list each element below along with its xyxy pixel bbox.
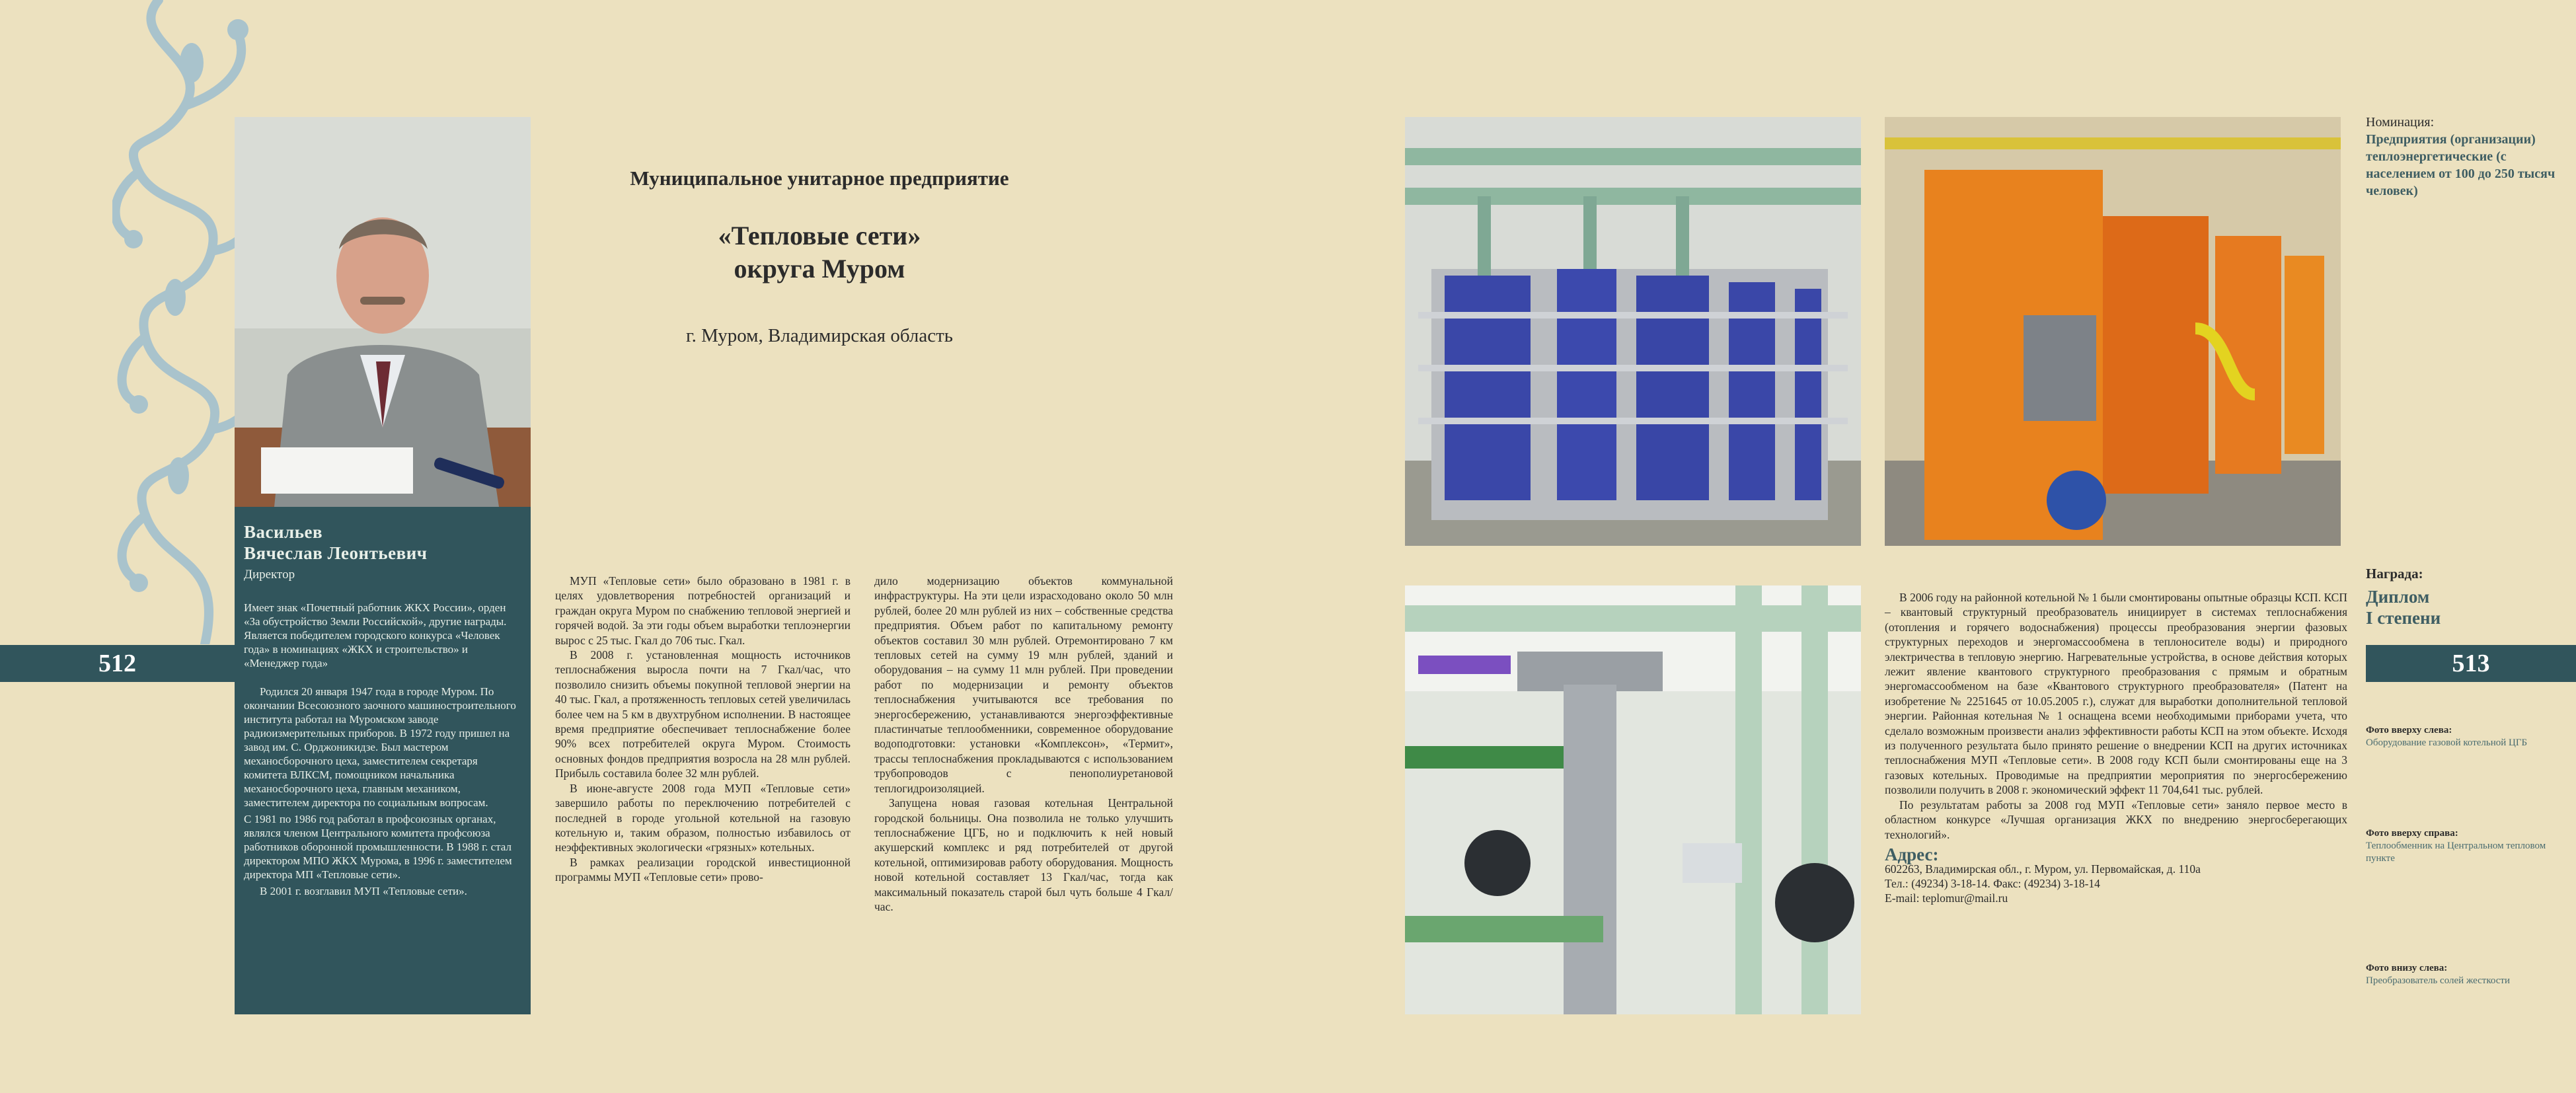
org-location: г. Муром, Владимирская область (686, 325, 953, 346)
article-paragraph: В 2006 году на районной котельной № 1 были смонтированы опытные образцы КСП. КСП – квантовый структурный преобразователь инициирует в системах теплоснабжения (отопления и горячего водоснабжения) процессы преобразования энергии фазовых структурных переходов и энергомассообмена в теплоносителе воды) и природного электричества в тепловую энергию. Нагревательные устройства, в основе действия которых лежит явление квантового структурного преобразования с прямым и обратным энергомассообменом на базе «Квантового структурного преобразователя» (Патент на изобретение № 2251645 от 10.05.2005 г.), служат для выработки дополнительной тепловой энергии. Районная котельная № 1 оснащена всеми необходимыми приборами учета, что сделало возможным произвести анализ эффективности работы КСП на этом объекте. Исходя из полученного результата было принято решение о внедрении КСП на других источниках теплоснабжения МУП «Тепловые сети». В 2008 году КСП были смонтированы еще на 3 газовых котельных. Проводимые на предприятии мероприятия по энергосбережению позволили получить в 2008 г. экономический эффект 11 704,641 тыс. рублей. (1885, 591, 2347, 797)
article-paragraph: По результатам работы за 2008 год МУП «Тепловые сети» заняло первое место в областном конкурсе «Лучшая организация ЖКХ по внедрению энергосберегающих технологий». (1885, 798, 2347, 841)
director-bio-paragraph: В 2001 г. возглавил МУП «Тепловые сети». (260, 885, 467, 897)
caption-text: Преобразователь солей жесткости (2366, 975, 2510, 986)
director-portrait (235, 117, 531, 507)
article-column-2 (874, 574, 1173, 914)
caption-text: Оборудование газовой котельной ЦГБ (2366, 737, 2528, 748)
photo-water-softener (1405, 585, 1861, 1014)
article-column-1 (555, 574, 851, 885)
org-type: Муниципальное унитарное предприятие (630, 167, 1009, 190)
address-line: 602263, Владимирская обл., г. Муром, ул. Первомайская, д. 110а (1885, 862, 2201, 876)
director-bio-paragraph: Родился 20 января 1947 года в городе Муром. По окончании Всесоюзного заочного машиностроительного института работал на Муромском заводе радиоизмерительных приборов. В 1972 году пришел на завод им. С. Орджоникидзе. Был мастером механосборочного цеха, заместителем секретаря комитета ВЛКСМ, помощником начальника механосборочного цеха, главным механиком, заместителем директора по социальным вопросам. (244, 685, 516, 809)
phone-line: Тел.: (49234) 3-18-14. Факс: (49234) 3-18-14 (1885, 877, 2100, 891)
nomination-value: Предприятия (организации) теплоэнергетические (с населением от 100 до 250 тысяч человек) (2366, 132, 2556, 198)
photo-boiler-room (1885, 117, 2341, 546)
org-title-line: округа Муром (734, 254, 905, 283)
award-block (2366, 566, 2576, 628)
address-heading: Адрес: (1885, 844, 1939, 864)
article-paragraph: Запущена новая газовая котельная Центральной городской больницы. Она позволила не только улучшить теплоснабжение ЦГБ, но и подключить к ней новый акушерский комплекс и ряд потребителей от другой котельной, оптимизировав работу оборудования. Мощность новой котельной составляет 13 Гкал/час, тогда как максимальный показатель старой был чуть больше 4 Гкал/час. (874, 796, 1173, 913)
article-paragraph: дило модернизацию объектов коммунальной инфраструктуры. На эти цели израсходовано около 50 млн рублей, более 20 млн рублей из них – собственные средства предприятия. Объем работ по капитальному ремонту объектов составил 30 млн рублей. Отремонтировано 7 км тепловых сетей на сумму 19 млн рублей, зданий и оборудования – на сумму 11 млн рублей. При проведении работ по модернизации и ремонту объектов теплоснабжения учитываются все требования по энергосбережению, устанавливаются энергоэффективные пластинчатые теплообменники, современное оборудование водоподготовки: установки «Комплексон», «Термит», трассы теплоснабжения прокладываются с использованием трубопроводов с пенополиуретановой теплогидроизоляцией. (874, 574, 1173, 795)
award-label: Награда: (2366, 566, 2423, 582)
page-number-left: 512 (0, 645, 235, 682)
caption-label: Фото вверху справа: (2366, 828, 2458, 839)
org-title (568, 219, 1071, 285)
photo-caption (2366, 724, 2576, 749)
director-name: Вячеслав Леонтьевич (244, 543, 428, 563)
director-surname: Васильев (244, 522, 323, 542)
article-column-3 (1885, 590, 2347, 905)
caption-label: Фото вверху слева: (2366, 725, 2452, 735)
caption-text: Теплообменник на Центральном тепловом пункте (2366, 841, 2546, 864)
page-number-right: 513 (2366, 645, 2576, 682)
article-paragraph: В июне-августе 2008 года МУП «Тепловые сети» завершило работы по переключению потребителей с последней в городе угольной котельной на газовую котельную и, таким образом, полностью избавилось от неэффективных экологически «грязных» котельных. (555, 781, 851, 854)
director-role: Директор (244, 568, 295, 582)
nomination-label: Номинация: (2366, 115, 2435, 130)
director-awards: Имеет знак «Почетный работник ЖКХ России», орден «За обустройство Земли Российской», другие награды. Является победителем городского конкурса «Человек года» в номинациях «ЖКХ и строительство» и «Менеджер года» (244, 601, 507, 669)
article-paragraph: В рамках реализации городской инвестиционной программы МУП «Тепловые сети» прово- (555, 855, 851, 884)
director-bio-panel (235, 507, 531, 1014)
photo-caption (2366, 827, 2576, 865)
article-paragraph: МУП «Тепловые сети» было образовано в 1981 г. в целях удовлетворения потребностей организаций и граждан округа Муром по снабжению тепловой энергией и горячей водой. За эти годы объем выработки теплоэнергии вырос с 25 тыс. Гкал до 706 тыс. Гкал. (555, 574, 851, 647)
org-title-line: «Тепловые сети» (718, 221, 921, 250)
director-bio-paragraph: С 1981 по 1986 год работал в профсоюзных органах, являлся членом Центрального комитета профсоюза работников оборонной промышленности. В 1988 г. стал директором МПО ЖКХ Мурома, в 1996 г. заместителем директора МП «Тепловые сети». (244, 813, 512, 881)
award-value (2366, 586, 2576, 628)
photo-caption (2366, 962, 2576, 987)
award-line: Диплом (2366, 587, 2430, 607)
nomination-block (2366, 114, 2576, 200)
caption-label: Фото внизу слева: (2366, 963, 2448, 973)
article-paragraph: В 2008 г. установленная мощность источников теплоснабжения выросла почти на 7 Гкал/час, что позволило снизить объемы покупной тепловой энергии на 40 тыс. Гкал, а протяженность тепловых сетей увеличилась более чем на 5 км в двухтрубном исполнении. В настоящее время предприятие обеспечивает теплоснабжение более 90% всех потребителей округа Муром. Стоимость основных фондов предприятия возросла на 28 млн рублей. Прибыль составила более 32 млн рублей. (555, 648, 851, 780)
award-line: I степени (2366, 608, 2441, 628)
photo-heat-exchanger (1405, 117, 1861, 546)
email-line: E-mail: teplomur@mail.ru (1885, 891, 2008, 905)
